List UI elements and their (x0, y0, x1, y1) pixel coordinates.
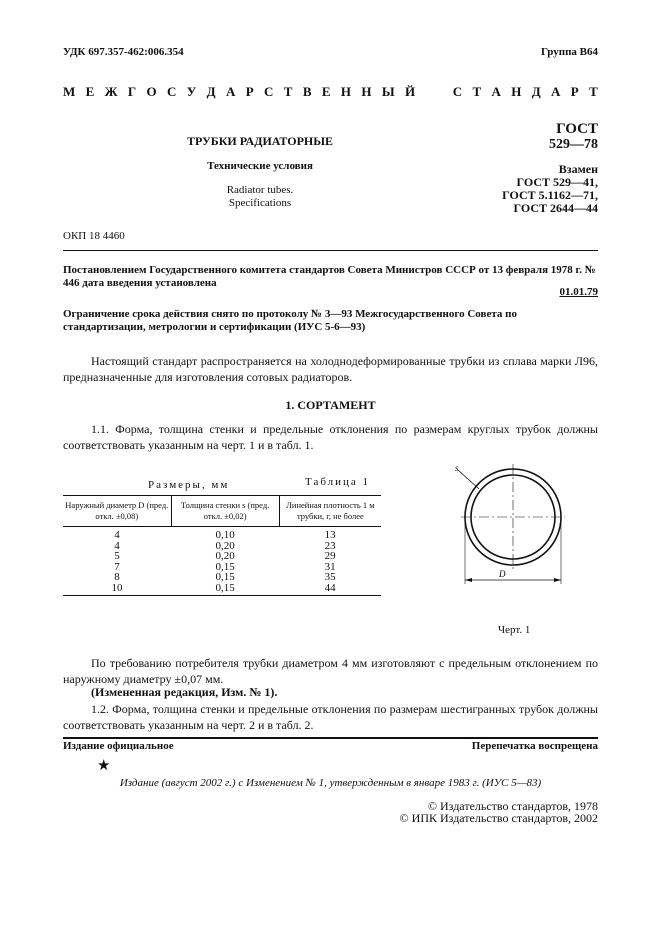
diameter-label: D (499, 569, 506, 579)
replaced-standard: ГОСТ 2644—44 (513, 201, 598, 215)
table-row (63, 572, 381, 583)
cell-thickness: 0,15 (215, 560, 235, 573)
official-edition-label: Издание официальное (63, 740, 174, 752)
banner-letter (425, 84, 428, 100)
banner-letter: В (302, 84, 312, 99)
banner-letter (439, 84, 442, 100)
banner-letter: Ж (104, 84, 118, 99)
banner-letter: Г (127, 84, 137, 99)
cell-thickness: 0,20 (215, 539, 235, 552)
banner-letter: Е (85, 84, 95, 99)
english-title-line-2: Specifications (228, 197, 292, 209)
gost-label: ГОСТ (556, 121, 598, 137)
cell-thickness: 0,10 (215, 529, 235, 541)
document-subtitle: Технические условия (207, 160, 313, 172)
english-title (160, 184, 360, 210)
footer-divider (63, 737, 598, 739)
decree-text: Постановлением Государственного комитета стандартов Совета Министров СССР от 13 февраля 1978 г. № 446 дата введения установлена (63, 264, 596, 289)
gost-designation (470, 122, 598, 215)
interstate-standard-banner (63, 84, 598, 100)
replaced-standard: ГОСТ 529—41, (516, 175, 598, 189)
column-header-wall-thickness: Толщина стенки s (пред. откл. ±0,02) (171, 496, 279, 527)
clause-1-2: 1.2. Форма, толщина стенки и предельные отклонения по размерам шестигранных трубок должны соответствовать указанным на черт. 2 и в табл. 2. (63, 702, 598, 732)
banner-letter: Д (206, 84, 216, 99)
arrow-right (554, 578, 561, 582)
column-header-diameter: Наружный диаметр D (пред. откл. ±0,08) (63, 496, 171, 527)
arrow-left (465, 578, 472, 582)
banner-letter: У (186, 84, 197, 99)
replaced-standard: ГОСТ 5.1162—71, (502, 188, 598, 202)
banner-letter: Н (511, 84, 522, 99)
banner-letter: С (452, 84, 463, 99)
figure-caption: Черт. 1 (498, 624, 531, 636)
customer-requirement-paragraph: По требованию потребителя трубки диаметром 4 мм изготовляют с предельным отклонением по наружному диаметру ±0,07 мм. (63, 656, 598, 686)
table-row (63, 527, 381, 541)
banner-letter: С (264, 84, 274, 99)
edition-note: Издание (август 2002 г.) с Изменением № 1, утвержденным в январе 1983 г. (ИУС 5—83) (119, 777, 542, 789)
banner-letter: С (167, 84, 177, 99)
banner-letter: Т (589, 84, 598, 99)
banner-letter: А (491, 84, 501, 99)
copyright-2002: © ИПК Издательство стандартов, 2002 (399, 811, 598, 825)
table-row (63, 583, 381, 596)
star-icon: ★ (97, 756, 111, 774)
cell-diameter: 5 (114, 550, 120, 562)
banner-letter: Р (570, 84, 579, 99)
cell-density: 13 (324, 529, 336, 541)
thickness-label: s (455, 463, 459, 473)
cell-diameter: 4 (114, 529, 120, 541)
cell-density: 44 (279, 583, 381, 596)
cell-thickness: 0,20 (215, 550, 235, 562)
banner-letter: М (63, 84, 76, 99)
banner-letter: А (551, 84, 561, 99)
effective-date: 01.01.79 (559, 286, 598, 298)
table-row (63, 551, 381, 562)
cell-thickness: 0,15 (215, 571, 235, 583)
scope-paragraph: Настоящий стандарт распространяется на холоднодеформированные трубки из сплава марки Л96, предназначенные для изготовления сотовых радиаторов. (63, 354, 598, 384)
cell-thickness: 0,15 (171, 583, 279, 596)
gost-number: 529—78 (549, 137, 598, 152)
okp-code: ОКП 18 4460 (63, 230, 125, 242)
cell-density: 23 (324, 539, 336, 552)
cell-density: 29 (324, 550, 336, 562)
banner-letter: Е (321, 84, 331, 99)
clause-1-1: 1.1. Форма, толщина стенки и предельные отклонения по размерам круглых трубок должны соответствовать указанным на черт. 1 и в табл. 1. (63, 422, 598, 452)
banner-letter: Р (245, 84, 254, 99)
document-title: ТРУБКИ РАДИАТОРНЫЕ (186, 134, 334, 148)
udk-code: УДК 697.357-462:006.354 (63, 46, 184, 58)
cell-density: 31 (324, 560, 336, 573)
table-1 (63, 495, 381, 596)
replaces-label: Взамен (558, 162, 598, 176)
cell-diameter: 7 (114, 560, 120, 573)
amendment-note: (Измененная редакция, Изм. № 1). (91, 685, 278, 699)
copyright-1978: © Издательство стандартов, 1978 (427, 799, 598, 813)
reprint-prohibited-label: Перепечатка воспрещена (471, 740, 598, 752)
banner-letter: Н (340, 84, 352, 99)
divider (63, 250, 598, 251)
banner-letter: Н (361, 84, 372, 99)
table-units-label: Размеры, мм (148, 479, 230, 491)
tube-cross-section-drawing (455, 462, 575, 597)
banner-letter: О (146, 84, 157, 99)
cell-density: 35 (324, 571, 336, 583)
group-code: Группа В64 (540, 46, 598, 58)
banner-letter: Т (283, 84, 293, 99)
table-header-row (63, 496, 381, 527)
thickness-leader (458, 470, 479, 489)
banner-letter: Й (404, 84, 416, 99)
table-number-label: Таблица 1 (305, 476, 371, 488)
banner-letter: А (225, 84, 236, 99)
validity-limit-note: Ограничение срока действия снято по протоколу № 3—93 Межгосударственного Совета по стандартизации, метрологии и сертификации (ИУС 5-6—93) (63, 308, 517, 333)
section-title: 1. СОРТАМЕНТ (285, 398, 376, 412)
banner-letter: Т (472, 84, 482, 99)
cell-diameter: 4 (114, 539, 120, 552)
english-title-line-1: Radiator tubes. (226, 184, 294, 196)
cell-diameter: 10 (63, 583, 171, 596)
cell-diameter: 8 (114, 571, 120, 583)
banner-letter: Ы (381, 84, 395, 99)
column-header-linear-density: Линейная плотность 1 м трубки, г, не более (279, 496, 381, 527)
banner-letter: Д (531, 84, 541, 99)
replaces-block (470, 163, 598, 215)
